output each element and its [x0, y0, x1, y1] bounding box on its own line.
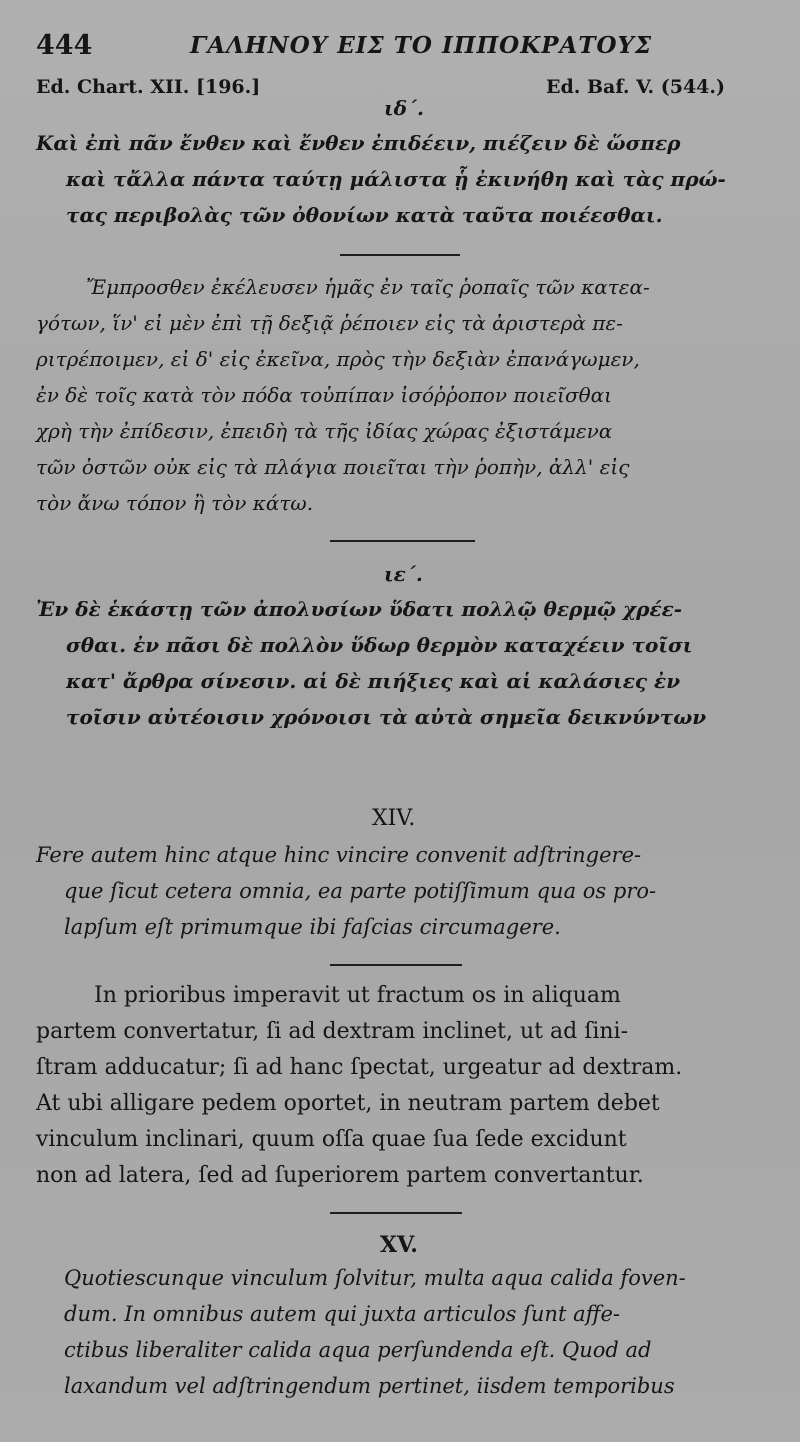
latin-section-15-number: XV.: [380, 1232, 418, 1258]
text-line: partem convertatur, ſi ad dextram inclinet, ut ad ſini-: [36, 1019, 629, 1044]
text-line: χρὴ τὴν ἐπίδεσιν, ἐπειδὴ τὰ τῆς ἰδίας χώρας ἐξιστάμενα: [36, 419, 613, 443]
text-line: que ſicut cetera omnia, ea parte potiſſimum qua os pro-: [64, 879, 657, 903]
text-line: ἐν δὲ τοῖς κατὰ τὸν πόδα τοὐπίπαν ἰσόῤῥοπον ποιεῖσθαι: [36, 383, 612, 407]
greek-section-15-text: [36, 597, 766, 741]
text-line: Ἐν δὲ ἑκάστῃ τῶν ἀπολυσίων ὕδατι πολλῷ θερμῷ χρέε-: [36, 597, 683, 621]
latin-section-14-text: [36, 843, 766, 951]
text-line: τοῖσιν αὐτέοισιν χρόνοισι τὰ αὐτὰ σημεῖα δεικνύντων: [66, 705, 707, 729]
section-divider: [330, 1212, 462, 1214]
latin-commentary-14: [36, 983, 766, 1199]
text-line: non ad latera, ſed ad ſuperiorem partem convertantur.: [36, 1163, 644, 1188]
text-line: σθαι. ἐν πᾶσι δὲ πολλὸν ὕδωρ θερμὸν καταχέειν τοῖσι: [66, 633, 693, 657]
section-divider: [340, 254, 460, 256]
text-line: τὸν ἄνω τόπον ἢ τὸν κάτω.: [36, 491, 314, 515]
section-divider: [330, 964, 462, 966]
greek-section-15-number: ιε΄.: [384, 562, 423, 586]
text-line: ριτρέποιμεν, εἰ δ' εἰς ἐκεῖνα, πρὸς τὴν δεξιὰν ἐπανάγωμεν,: [36, 347, 640, 371]
edition-reference-right: Ed. Baf. V. (544.): [546, 76, 725, 98]
text-line: τας περιβολὰς τῶν ὀθονίων κατὰ ταῦτα ποιέεσθαι.: [66, 203, 663, 227]
text-line: γότων, ἵν' εἰ μὲν ἐπὶ τῇ δεξιᾷ ῥέποιεν εἰς τὰ ἀριστερὰ πε-: [36, 311, 623, 335]
text-line: ctibus liberaliter calida aqua perſundenda eſt. Quod ad: [64, 1338, 652, 1362]
text-line: κατ' ἄρθρα σίνεσιν. αἱ δὲ πιήξιες καὶ αἱ καλάσιες ἐν: [66, 669, 681, 693]
text-line: At ubi alligare pedem oportet, in neutram partem debet: [36, 1091, 660, 1116]
text-line: Καὶ ἐπὶ πᾶν ἔνθεν καὶ ἔνθεν ἐπιδέειν, πιέζειν δὲ ὥσπερ: [36, 131, 681, 155]
text-line: τῶν ὀστῶν οὐκ εἰς τὰ πλάγια ποιεῖται τὴν ῥοπὴν, ἀλλ' εἰς: [36, 455, 630, 479]
latin-section-14-number: XIV.: [372, 806, 416, 831]
text-line: Quotiescunque vinculum ſolvitur, multa aqua calida foven-: [64, 1266, 686, 1290]
text-line: lapſum eſt primumque ibi faſcias circumagere.: [64, 915, 561, 939]
text-line: καὶ τἄλλα πάντα ταύτῃ μάλιστα ᾗ ἐκινήθη καὶ τὰς πρώ-: [66, 167, 726, 191]
text-line: vinculum inclinari, quum oſſa quae ſua ſede excidunt: [36, 1127, 627, 1152]
text-line: laxandum vel adſtringendum pertinet, iisdem temporibus: [64, 1374, 675, 1398]
running-title: ΓΑΛΗΝΟΥ ΕΙΣ ΤΟ ΙΠΠΟΚΡΑΤΟΥΣ: [190, 32, 653, 59]
text-line: dum. In omnibus autem qui juxta articulos ſunt affe-: [64, 1302, 620, 1326]
greek-commentary-14: [36, 275, 766, 527]
section-divider: [330, 540, 475, 542]
text-line: Fere autem hinc atque hinc vincire convenit adſtringere-: [36, 843, 642, 867]
latin-section-15-text: [36, 1266, 766, 1410]
text-line: In prioribus imperavit ut fractum os in aliquam: [94, 983, 621, 1008]
edition-reference-left: Ed. Chart. XII. [196.]: [36, 76, 261, 98]
text-line: ſtram adducatur; ſi ad hanc ſpectat, urgeatur ad dextram.: [36, 1055, 683, 1080]
page-number: 444: [36, 30, 93, 61]
text-line: Ἔμπροσθεν ἐκέλευσεν ἡμᾶς ἐν ταῖς ῥοπαῖς τῶν κατεα-: [86, 275, 650, 299]
greek-section-14-number: ιδ΄.: [384, 96, 424, 120]
greek-section-14-text: [36, 131, 766, 239]
